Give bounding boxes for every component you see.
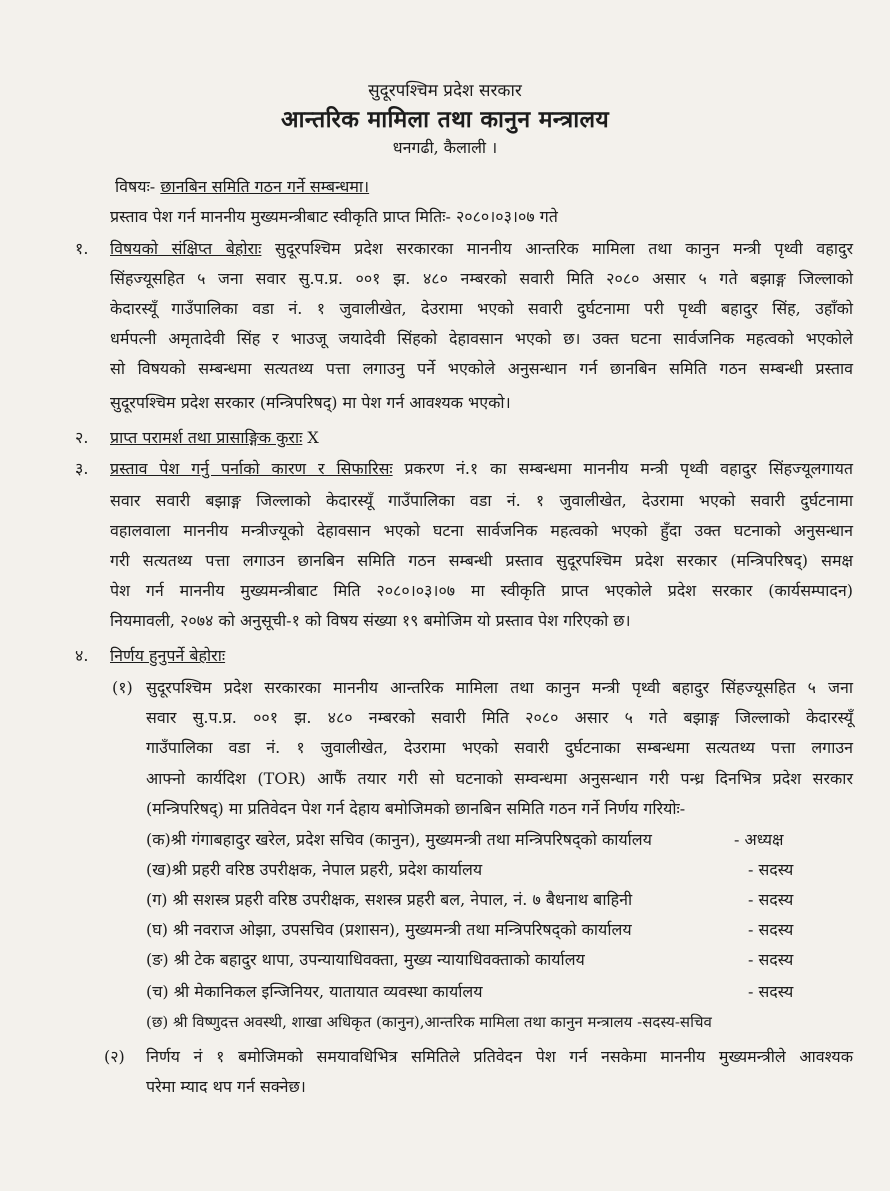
member-cha-role: - सदस्य — [748, 982, 794, 1001]
approval-line: प्रस्ताव पेश गर्न माननीय मुख्यमन्त्रीबाट स्वीकृति प्राप्त मितिः- २०८०।०३।०७ गते — [110, 207, 558, 226]
member-gha-role: - सदस्य — [748, 920, 794, 939]
section-4-heading: निर्णय हुनुपर्ने बेहोराः — [110, 646, 226, 665]
member-ga-role: - सदस्य — [748, 890, 794, 909]
section-1-line-3: केदारस्यूँ गाउँपालिका वडा नं. १ जुवालीखेत, देउरामा भएको सवारी दुर्घटनामा परी पृथ्वी बहादुर सिंह, उहाँको — [110, 299, 853, 318]
decision-1-number: (१) — [112, 678, 133, 697]
section-1-line-6: सुदूरपश्चिम प्रदेश सरकार (मन्त्रिपरिषद्) मा पेश गर्न आवश्यक भएको। — [110, 393, 511, 412]
section-1-line-5: सो विषयको सम्बन्धमा सत्यतथ्य पत्ता लगाउनु पर्ने भएकोले अनुसन्धान गर्न छानबिन समिति गठन सम्बन्धी प्रस्ताव — [110, 359, 853, 378]
decision-1-line-1: सुदूरपश्चिम प्रदेश सरकारका माननीय आन्तरिक मामिला तथा कानुन मन्त्री पृथ्वी बहादुर सिंहज्यूसहित ५ जना — [146, 678, 853, 697]
decision-2-number: (२) — [104, 1047, 125, 1066]
decision-1-line-5: (मन्त्रिपरिषद्) मा प्रतिवेदन पेश गर्न देहाय बमोजिमको छानबिन समिति गठन गर्ने निर्णय गरियोः- — [146, 799, 686, 818]
decision-2-line-2: परेमा म्याद थप गर्न सक्नेछ। — [146, 1077, 306, 1096]
decision-2-line-1: निर्णय नं १ बमोजिमको समयावधिभित्र समितिले प्रतिवेदन पेश गर्न नसकेमा माननीय मुख्यमन्त्रीले आवश्यक — [146, 1047, 853, 1066]
section-3-line-6: नियमावली, २०७४ को अनुसूची-१ को विषय संख्या १९ बमोजिम यो प्रस्ताव पेश गरिएको छ। — [110, 611, 631, 630]
government-name: सुदूरपश्चिम प्रदेश सरकार — [368, 81, 522, 101]
section-1-line-1: विषयको संक्षिप्त बेहोराः सुदूरपश्चिम प्रदेश सरकारका माननीय आन्तरिक मामिला तथा कानुन मन्त्री पृथ्वी वहादुर — [110, 239, 853, 258]
section-2-line — [110, 427, 319, 449]
section-2-number: २. — [75, 428, 89, 447]
member-kha-role: - सदस्य — [748, 860, 794, 879]
member-ga: (ग) श्री सशस्त्र प्रहरी वरिष्ठ उपरीक्षक, सशस्त्र प्रहरी बल, नेपाल, नं. ७ बैधनाथ बाहिनी — [146, 890, 633, 909]
member-ka: (क)श्री गंगाबहादुर खरेल, प्रदेश सचिव (कानुन), मुख्यमन्त्री तथा मन्त्रिपरिषद्को कार्यालय — [146, 830, 652, 849]
member-ka-role: - अध्यक्ष — [734, 830, 784, 849]
subject-line — [115, 176, 369, 198]
subject-label: विषयः- — [115, 177, 156, 196]
section-3-line-2: सवार सवारी बझाङ्ग जिल्लाको केदारस्यूँ गाउँपालिका वडा नं. १ जुवालीखेत, देउरामा भएको सवारी दुर्घटनामा — [110, 491, 853, 510]
member-cha: (च) श्री मेकानिकल इन्जिनियर, यातायात व्यवस्था कार्यालय — [146, 982, 483, 1001]
member-kha: (ख)श्री प्रहरी वरिष्ठ उपरीक्षक, नेपाल प्रहरी, प्रदेश कार्यालय — [146, 860, 483, 879]
section-3-line-4: गरी सत्यतथ्य पत्ता लगाउन छानबिन समिति गठन सम्बन्धी प्रस्ताव सुदूरपश्चिम प्रदेश सरकार (मन्त्रिपरिषद्) समक्ष — [110, 551, 853, 570]
section-3-line-5: पेश गर्न माननीय मुख्यमन्त्रीबाट मिति २०८०।०३।०७ मा स्वीकृति प्राप्त भएकोले प्रदेश सरकार (कार्यसम्पादन) — [110, 581, 853, 600]
section-4-number: ४. — [75, 646, 89, 665]
member-nga: (ङ) श्री टेक बहादुर थापा, उपन्यायाधिवक्ता, मुख्य न्यायाधिवक्ताको कार्यालय — [146, 950, 585, 969]
section-1-number: १. — [75, 239, 89, 258]
section-3-heading: प्रस्ताव पेश गर्नु पर्नाको कारण र सिफारिसः — [110, 459, 393, 478]
member-nga-role: - सदस्य — [748, 950, 794, 969]
subject-text: छानबिन समिति गठन गर्ने सम्बन्धमा। — [160, 177, 370, 196]
section-3-line-3: वहालवाला माननीय मन्त्रीज्यूको देहावसान भएको घटना सार्वजनिक महत्वको भएको हुँदा उक्त घटनाको अनुसन्धान — [110, 521, 853, 540]
section-1-line-4: धर्मपत्नी अमृतादेवी सिंह र भाउजू जयादेवी सिंहको देहावसान भएको छ। उक्त घटना सार्वजनिक महत्वको भएकोले — [110, 329, 853, 348]
section-3-line-1: प्रस्ताव पेश गर्नु पर्नाको कारण र सिफारिसः प्रकरण नं.१ का सम्बन्धमा माननीय मन्त्री पृथ्वी वहादुर सिंहज्यूलगायत — [110, 459, 854, 478]
section-3-number: ३. — [75, 459, 89, 478]
decision-1-line-3: गाउँपालिका वडा नं. १ जुवालीखेत, देउरामा भएको सवारी दुर्घटनाका सम्बन्धमा सत्यतथ्य पत्ता लगाउन — [146, 738, 853, 757]
ministry-title: आन्तरिक मामिला तथा कानुन मन्त्रालय — [280, 106, 610, 133]
decision-1-line-2: सवार सु.प.प्र. ००१ झ. ४८० नम्बरको सवारी मिति २०८० असार ५ गते बझाङ्ग जिल्लाको केदारस्यूँ — [146, 708, 853, 727]
section-1-line-2: सिंहज्यूसहित ५ जना सवार सु.प.प्र. ००१ झ. ४८० नम्बरको सवारी मिति २०८० असार ५ गते बझाङ्ग जिल्लाको — [110, 269, 853, 288]
section-2-heading: प्राप्त परामर्श तथा प्रासाङ्गिक कुराः — [110, 428, 303, 447]
member-gha: (घ) श्री नवराज ओझा, उपसचिव (प्रशासन), मुख्यमन्त्री तथा मन्त्रिपरिषद्को कार्यालय — [146, 920, 632, 939]
decision-1-line-4: आफ्नो कार्यदिश (TOR) आफैं तयार गरी सो घटनाको सम्वन्धमा अनुसन्धान गरी पन्ध्र दिनभित्र प्रदेश सरकार — [146, 769, 853, 788]
section-2-mark: X — [307, 428, 319, 447]
section-1-heading: विषयको संक्षिप्त बेहोराः — [110, 239, 262, 258]
office-location: धनगढी, कैलाली । — [392, 138, 498, 157]
member-chha: (छ) श्री विष्णुदत्त अवस्थी, शाखा अधिकृत (कानुन),आन्तरिक मामिला तथा कानुन मन्त्रालय -सदस्य-सचिव — [146, 1013, 712, 1031]
